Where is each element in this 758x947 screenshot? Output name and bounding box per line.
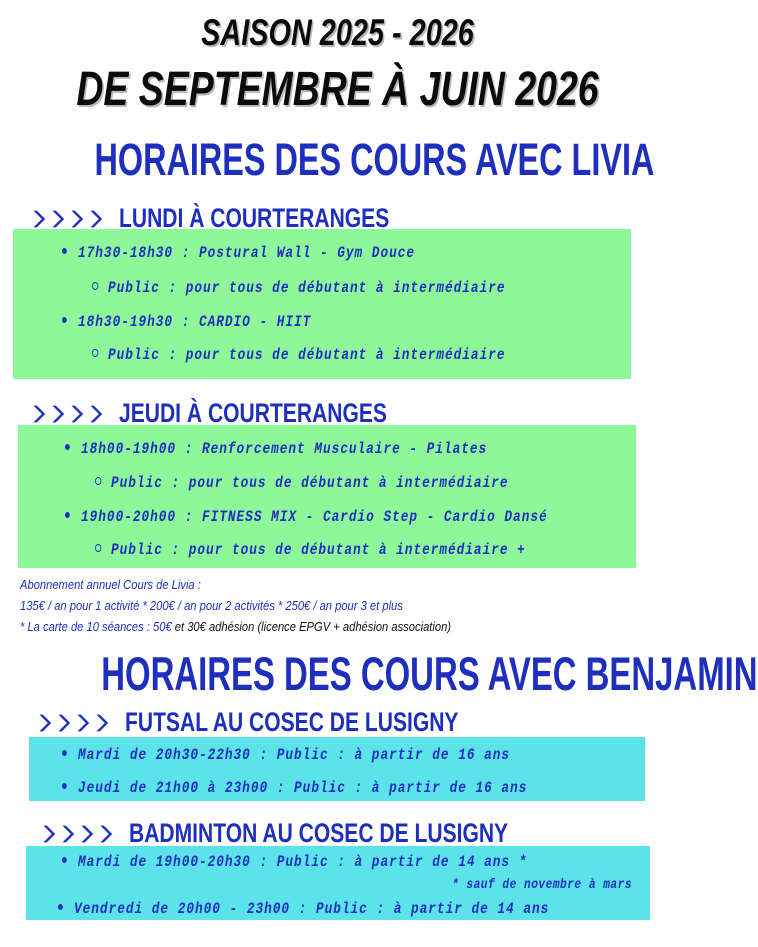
lundi-item-1: 17h30-18h30 : Postural Wall - Gym Douce bbox=[62, 244, 415, 262]
jeudi-item-2-public: Public : pour tous de débutant à intermédiaire + bbox=[95, 541, 526, 559]
period-title: DE SEPTEMBRE À JUIN 2026 bbox=[76, 63, 599, 116]
lundi-heading bbox=[30, 203, 466, 234]
bullet-disc-icon bbox=[62, 317, 67, 323]
bullet-circle-icon bbox=[95, 544, 101, 552]
season-title: SAISON 2025 - 2026 bbox=[201, 12, 474, 53]
bullet-circle-icon bbox=[92, 349, 98, 357]
lundi-item-2-public: Public : pour tous de débutant à intermédiaire bbox=[92, 346, 506, 364]
bullet-disc-icon bbox=[65, 444, 70, 450]
bullet-disc-icon bbox=[62, 248, 67, 254]
futsal-item-1: Mardi de 20h30-22h30 : Public : à partir de 16 ans bbox=[62, 746, 510, 764]
arrows-icon bbox=[36, 712, 111, 734]
bullet-disc-icon bbox=[62, 783, 67, 789]
lundi-item-2: 18h30-19h30 : CARDIO - HIIT bbox=[62, 313, 311, 331]
jeudi-item-1: 18h00-19h00 : Renforcement Musculaire - Pilates bbox=[65, 440, 487, 458]
badminton-note: * sauf de novembre à mars bbox=[452, 877, 633, 893]
lundi-heading-label: LUNDI À COURTERANGES bbox=[119, 203, 390, 233]
bullet-circle-icon bbox=[95, 477, 101, 485]
abonnement-line-3: * La carte de 10 séances : 50€ et 30€ adhésion (licence EPGV + adhésion association) bbox=[20, 619, 452, 634]
futsal-item-2: Jeudi de 21h00 à 23h00 : Public : à partir de 16 ans bbox=[62, 779, 527, 797]
bullet-disc-icon bbox=[58, 904, 63, 910]
bullet-disc-icon bbox=[62, 857, 67, 863]
badminton-item-2: Vendredi de 20h00 - 23h00 : Public : à partir de 14 ans bbox=[58, 900, 549, 918]
bullet-disc-icon bbox=[62, 750, 67, 756]
arrows-icon bbox=[30, 208, 105, 230]
badminton-item-1: Mardi de 19h00-20h30 : Public : à partir de 14 ans * bbox=[62, 853, 527, 871]
jeudi-item-2: 19h00-20h00 : FITNESS MIX - Cardio Step - Cardio Dansé bbox=[65, 508, 548, 526]
livia-schedule-title: HORAIRES DES COURS AVEC LIVIA bbox=[94, 134, 655, 185]
lundi-item-1-public: Public : pour tous de débutant à intermédiaire bbox=[92, 279, 506, 297]
badminton-heading bbox=[40, 818, 615, 849]
abonnement-line-2: 135€ / an pour 1 activité * 200€ / an pour 2 activités * 250€ / an pour 3 et plus bbox=[20, 598, 403, 613]
abonnement-line-1: Abonnement annuel Cours de Livia : bbox=[20, 577, 201, 592]
arrows-icon bbox=[40, 823, 115, 845]
jeudi-heading bbox=[30, 398, 463, 429]
futsal-heading bbox=[36, 707, 553, 738]
jeudi-item-1-public: Public : pour tous de débutant à intermédiaire bbox=[95, 474, 509, 492]
arrows-icon bbox=[30, 403, 105, 425]
badminton-heading-label: BADMINTON AU COSEC DE LUSIGNY bbox=[129, 818, 509, 848]
bullet-circle-icon bbox=[92, 282, 98, 290]
bullet-disc-icon bbox=[65, 512, 70, 518]
jeudi-heading-label: JEUDI À COURTERANGES bbox=[119, 398, 387, 428]
benjamin-schedule-title: HORAIRES DES COURS AVEC BENJAMIN bbox=[101, 647, 758, 700]
futsal-heading-label: FUTSAL AU COSEC DE LUSIGNY bbox=[125, 707, 459, 737]
